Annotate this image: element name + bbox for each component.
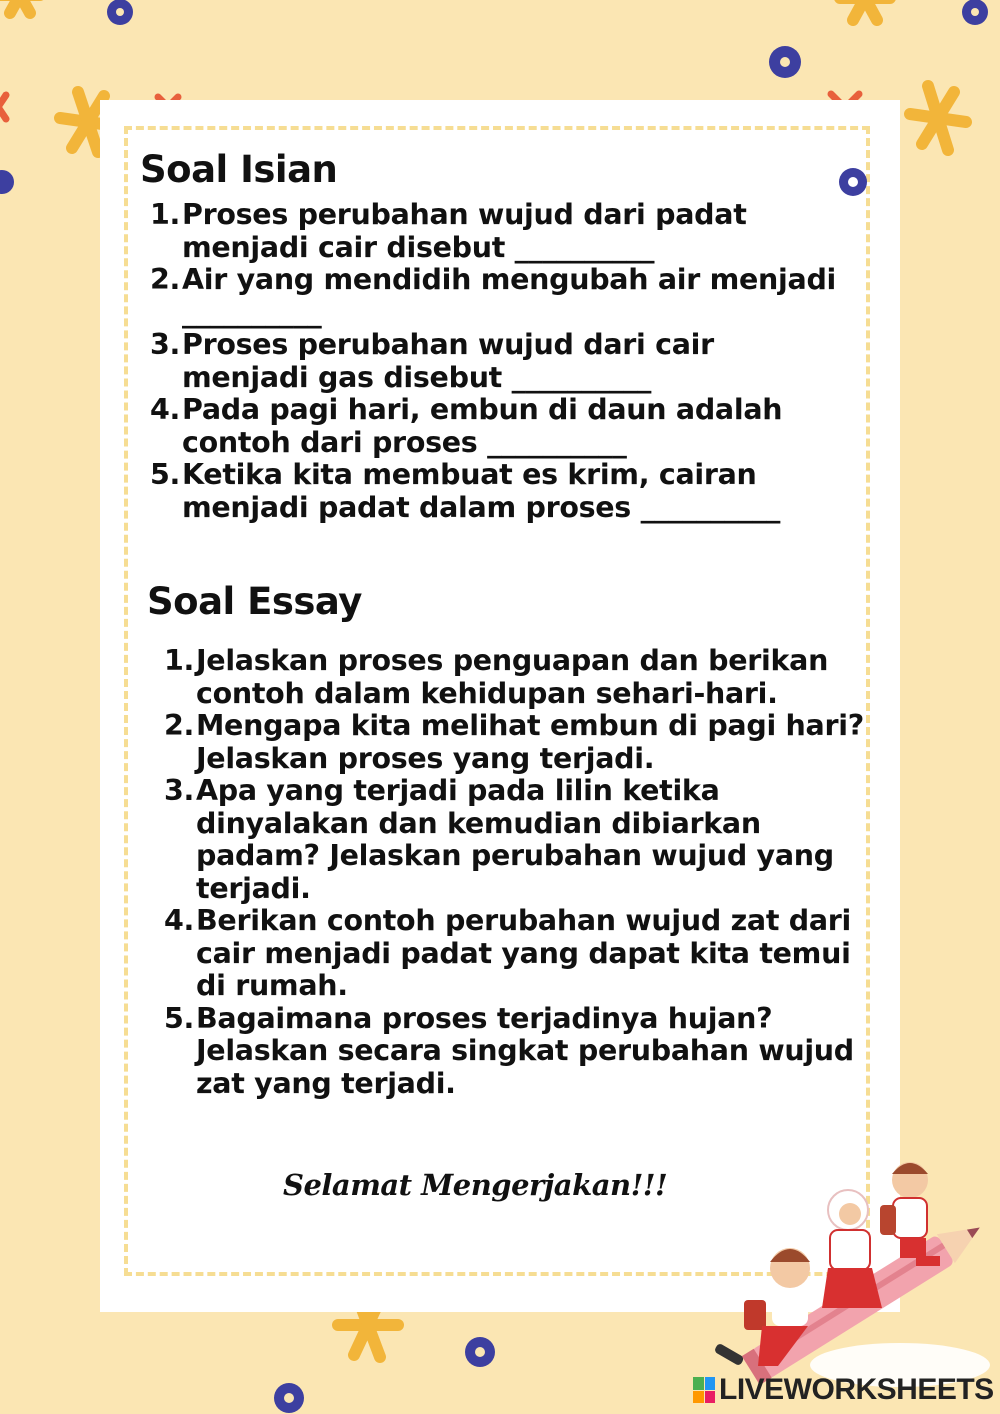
list-item — [156, 905, 866, 1003]
question-text: Pada pagi hari, embun di daun adalah contoh dari proses __________ — [182, 393, 783, 459]
question-text: Mengapa kita melihat embun di pagi hari? Jelaskan proses yang terjadi. — [196, 709, 864, 775]
list-item — [142, 264, 842, 329]
section-title-isian: Soal Isian — [140, 148, 338, 191]
list-item — [142, 394, 842, 459]
question-number: 1. — [163, 644, 194, 677]
question-text: Ketika kita membuat es krim, cairan menjadi padat dalam proses __________ — [182, 458, 781, 524]
brand-text: LIVEWORKSHEETS — [719, 1373, 994, 1406]
list-item — [156, 645, 866, 710]
question-text: Bagaimana proses terjadinya hujan? Jelaskan secara singkat perubahan wujud zat yang terjadi. — [196, 1001, 854, 1100]
question-number: 1. — [149, 198, 180, 231]
question-text: Air yang mendidih mengubah air menjadi __________ — [182, 263, 837, 329]
question-text: Jelaskan proses penguapan dan berikan contoh dalam kehidupan sehari-hari. — [196, 644, 829, 710]
question-text: Proses perubahan wujud dari padat menjadi cair disebut __________ — [182, 198, 747, 264]
question-text: Proses perubahan wujud dari cair menjadi gas disebut __________ — [182, 328, 714, 394]
question-number: 3. — [163, 774, 194, 807]
dot-icon — [838, 167, 868, 197]
closing-message: Selamat Mengerjakan!!! — [283, 1168, 668, 1202]
list-item — [156, 775, 866, 905]
star-icon — [0, 0, 40, 13]
question-text: Apa yang terjadi pada lilin ketika dinyalakan dan kemudian dibiarkan padam? Jelaskan perubahan wujud yang terjadi. — [196, 774, 834, 905]
isian-question-list — [142, 199, 842, 524]
list-item — [142, 199, 842, 264]
liveworksheets-watermark — [693, 1374, 994, 1406]
question-number: 4. — [149, 393, 180, 426]
cross-icon — [0, 95, 6, 119]
question-number: 5. — [149, 458, 180, 491]
question-number: 3. — [149, 328, 180, 361]
list-item — [142, 329, 842, 394]
list-item — [142, 459, 842, 524]
question-number: 5. — [163, 1001, 194, 1035]
liveworksheets-logo-icon — [693, 1377, 715, 1403]
question-number: 2. — [149, 263, 180, 296]
list-item — [156, 710, 866, 775]
essay-question-list — [156, 645, 866, 1100]
section-title-essay: Soal Essay — [147, 580, 362, 623]
star-icon — [910, 86, 966, 150]
kids-on-pencil-illustration — [700, 1150, 1000, 1410]
question-number: 2. — [163, 709, 194, 742]
question-number: 4. — [163, 904, 194, 937]
list-item — [156, 1003, 866, 1101]
dot-icon — [0, 170, 14, 194]
question-text: Berikan contoh perubahan wujud zat dari cair menjadi padat yang dapat kita temui di rumah. — [196, 904, 852, 1002]
star-icon — [840, 0, 890, 20]
